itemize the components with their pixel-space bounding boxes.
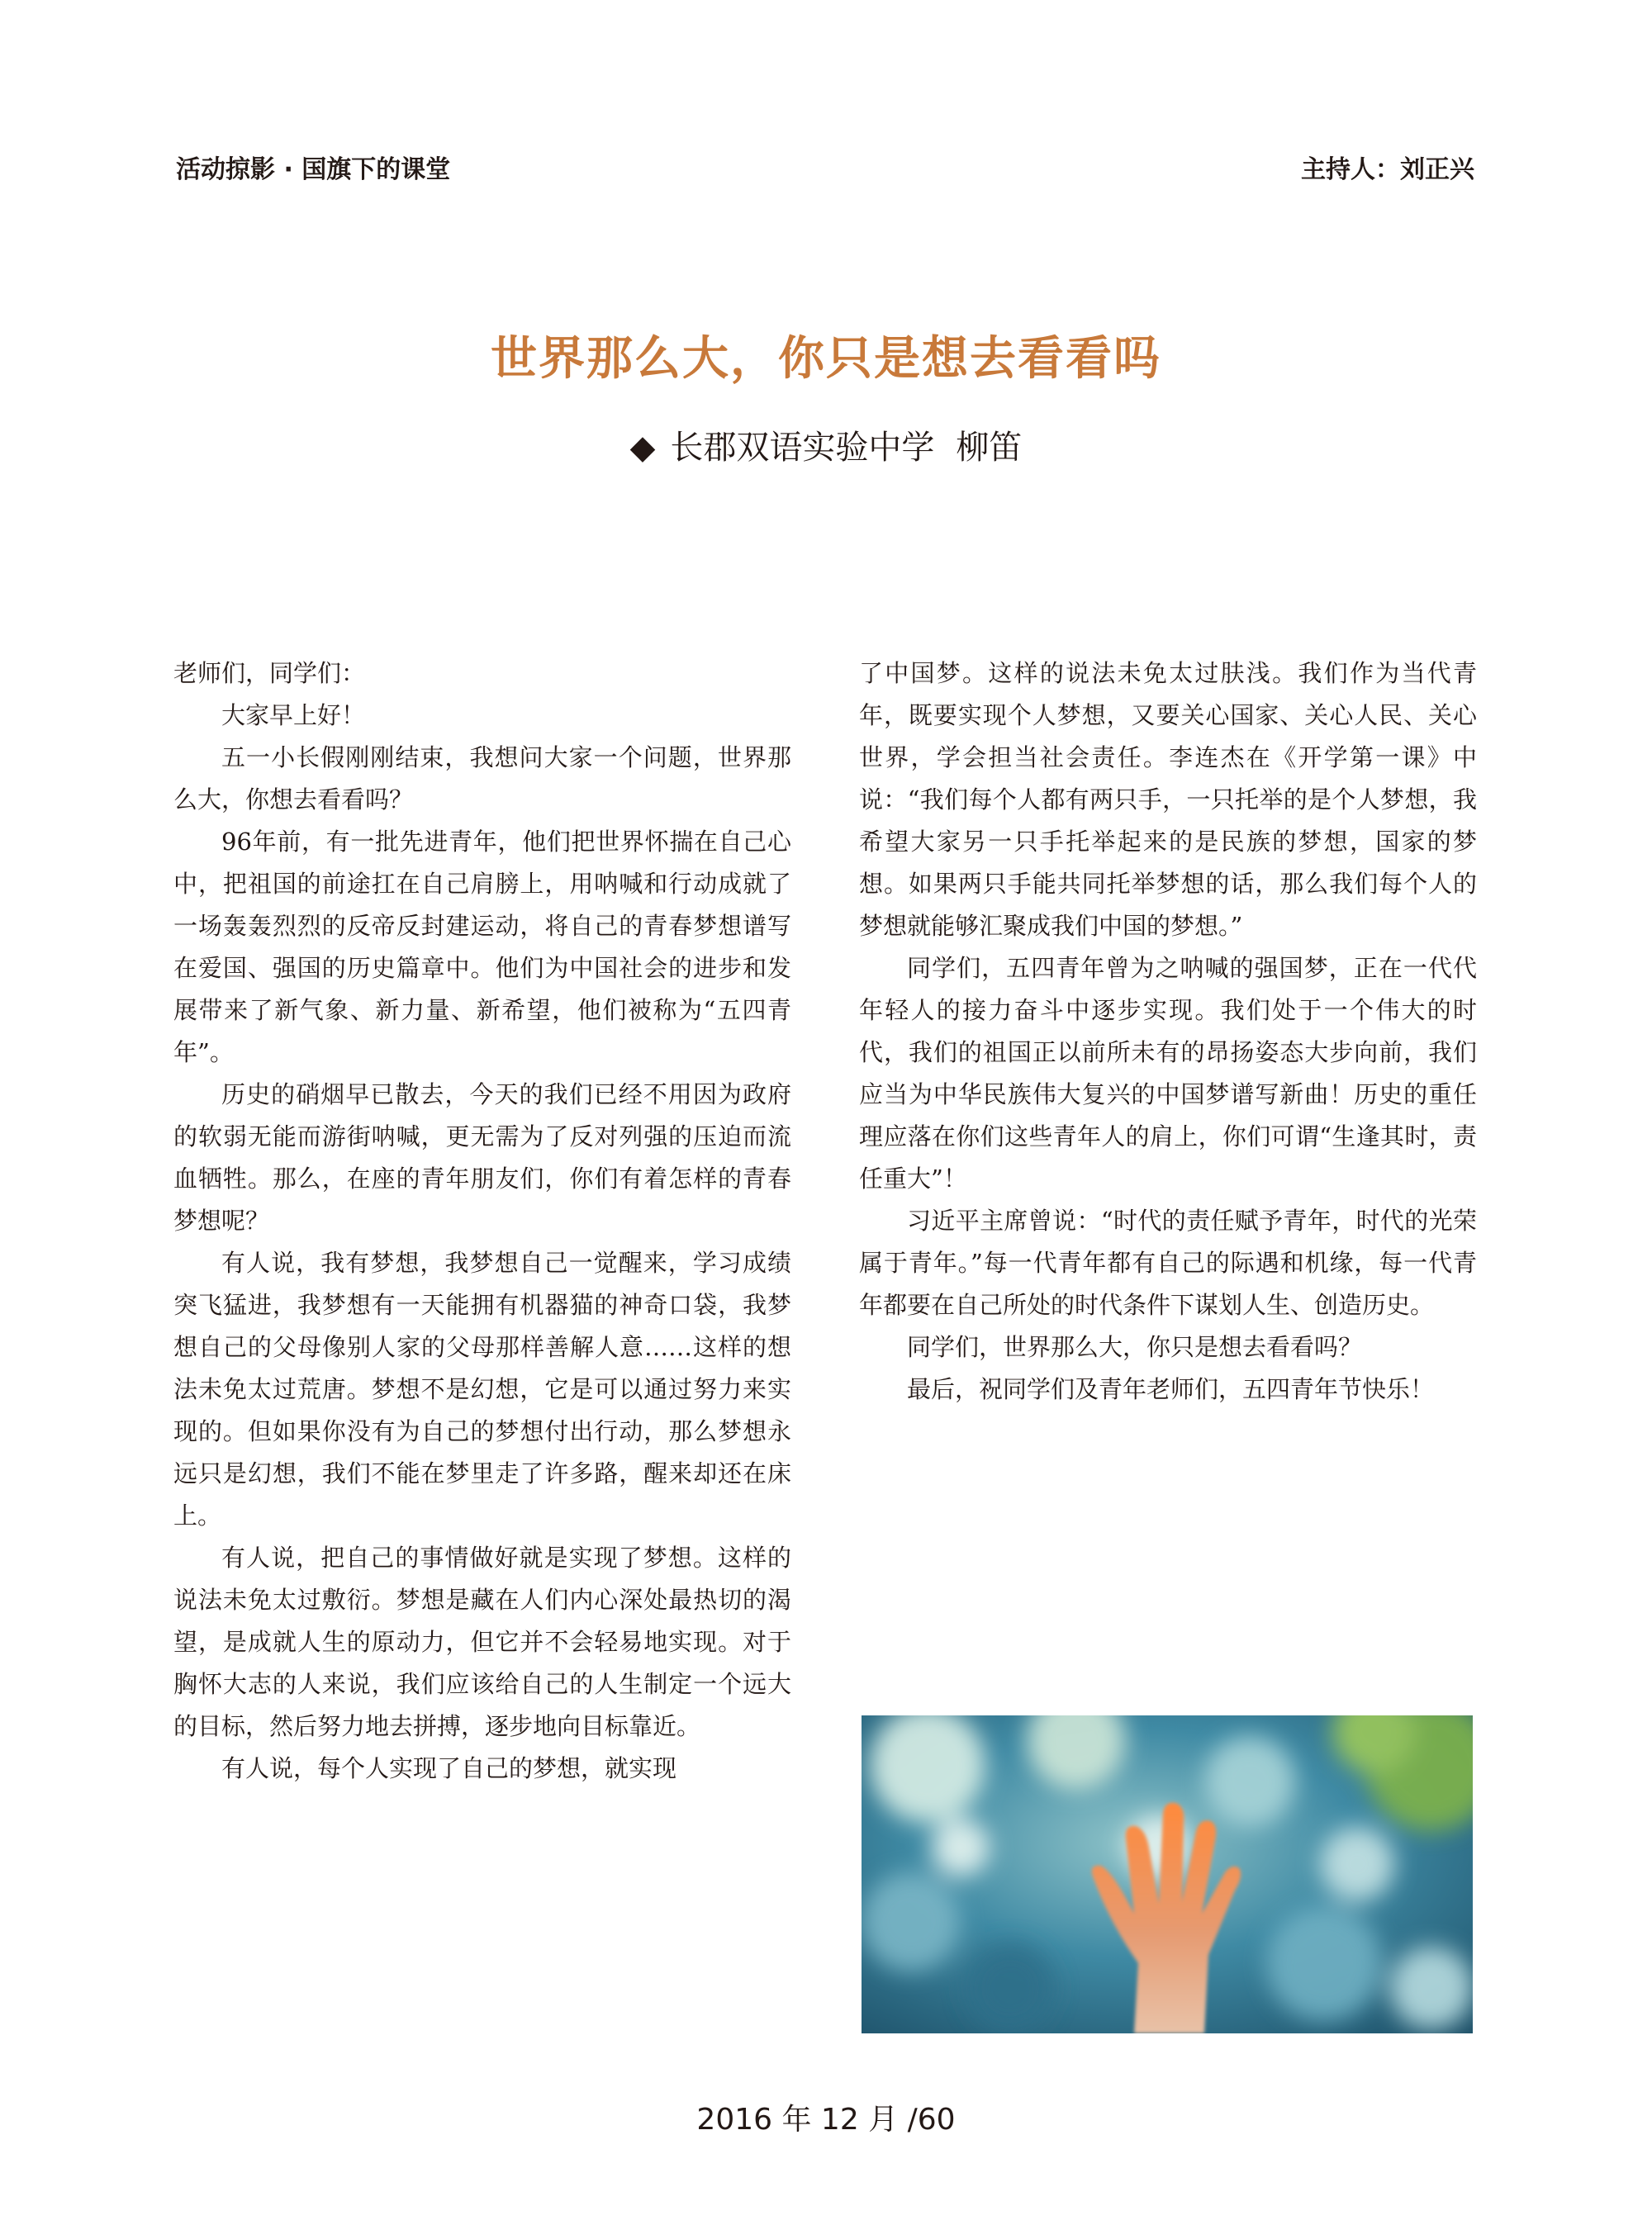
left-column bbox=[173, 652, 791, 1790]
paragraph: 最后，祝同学们及青年老师们，五四青年节快乐！ bbox=[907, 1375, 1435, 1403]
paragraph: 历史的硝烟早已散去，今天的我们已经不用因为政府的软弱无能而游街呐喊，更无需为了反对列强的压迫而流血牺牲。那么，在座的青年朋友们，你们有着怎样的青春梦想呢？ bbox=[173, 1080, 791, 1235]
author-name: 柳笛 bbox=[956, 429, 1023, 467]
paragraph: 五一小长假刚刚结束，我想问大家一个问题，世界那么大，你想去看看吗？ bbox=[173, 743, 791, 814]
school-name: 长郡双语实验中学 bbox=[670, 429, 935, 467]
paragraph: 有人说，把自己的事情做好就是实现了梦想。这样的说法未免太过敷衍。梦想是藏在人们内心深处最热切的渴望，是成就人生的原动力，但它并不会轻易地实现。对于胸怀大志的人来说，我们应该给自己的人生制定一个远大的目标，然后努力地去拼搏，逐步地向目标靠近。 bbox=[173, 1544, 791, 1740]
diamond-icon: ◆ bbox=[629, 429, 656, 467]
paragraph: 习近平主席曾说：“时代的责任赋予青年，时代的光荣属于青年。”每一代青年都有自己的际遇和机缘，每一代青年都要在自己所处的时代条件下谋划人生、创造历史。 bbox=[859, 1207, 1477, 1319]
paragraph: 同学们，五四青年曾为之呐喊的强国梦，正在一代代年轻人的接力奋斗中逐步实现。我们处于一个伟大的时代，我们的祖国正以前所未有的昂扬姿态大步向前，我们应当为中华民族伟大复兴的中国梦谱写新曲！历史的重任理应落在你们这些青年人的肩上，你们可谓“生逢其时，责任重大”！ bbox=[859, 954, 1477, 1193]
paragraph: 有人说，我有梦想，我梦想自己一觉醒来，学习成绩突飞猛进，我梦想有一天能拥有机器猫的神奇口袋，我梦想自己的父母像别人家的父母那样善解人意……这样的想法未免太过荒唐。梦想不是幻想，它是可以通过努力来实现的。但如果你没有为自己的梦想付出行动，那么梦想永远只是幻想，我们不能在梦里走了许多路，醒来却还在床上。 bbox=[173, 1249, 791, 1530]
paragraph: 大家早上好！ bbox=[221, 701, 366, 729]
paragraph: 96年前，有一批先进青年，他们把世界怀揣在自己心中，把祖国的前途扛在自己肩膀上，用呐喊和行动成就了一场轰轰烈烈的反帝反封建运动，将自己的青春梦想谱写在爱国、强国的历史篇章中。他们为中国社会的进步和发展带来了新气象、新力量、新希望，他们被称为“五四青年”。 bbox=[173, 828, 791, 1066]
paragraph: 了中国梦。这样的说法未免太过肤浅。我们作为当代青年，既要实现个人梦想，又要关心国家、关心人民、关心世界，学会担当社会责任。李连杰在《开学第一课》中说：“我们每个人都有两只手，一只托举的是个人梦想，我希望大家另一只手托举起来的是民族的梦想，国家的梦想。如果两只手能共同托举梦想的话，那么我们每个人的梦想就能够汇聚成我们中国的梦想。” bbox=[859, 659, 1477, 940]
paragraph: 老师们，同学们： bbox=[173, 659, 366, 687]
byline bbox=[0, 421, 1652, 468]
page-footer: 2016 年 12 月 /60 bbox=[696, 2103, 956, 2137]
paragraph: 同学们，世界那么大，你只是想去看看吗？ bbox=[907, 1333, 1363, 1361]
hand-illustration bbox=[862, 1715, 1473, 2033]
right-column bbox=[859, 652, 1477, 1411]
article-title: 世界那么大，你只是想去看看吗 bbox=[491, 331, 1161, 386]
section-header: 活动掠影 · 国旗下的课堂 bbox=[176, 155, 451, 184]
paragraph: 有人说，每个人实现了自己的梦想，就实现 bbox=[221, 1754, 677, 1782]
host-label: 主持人：刘正兴 bbox=[1301, 155, 1474, 184]
hand-photo bbox=[862, 1715, 1473, 2033]
